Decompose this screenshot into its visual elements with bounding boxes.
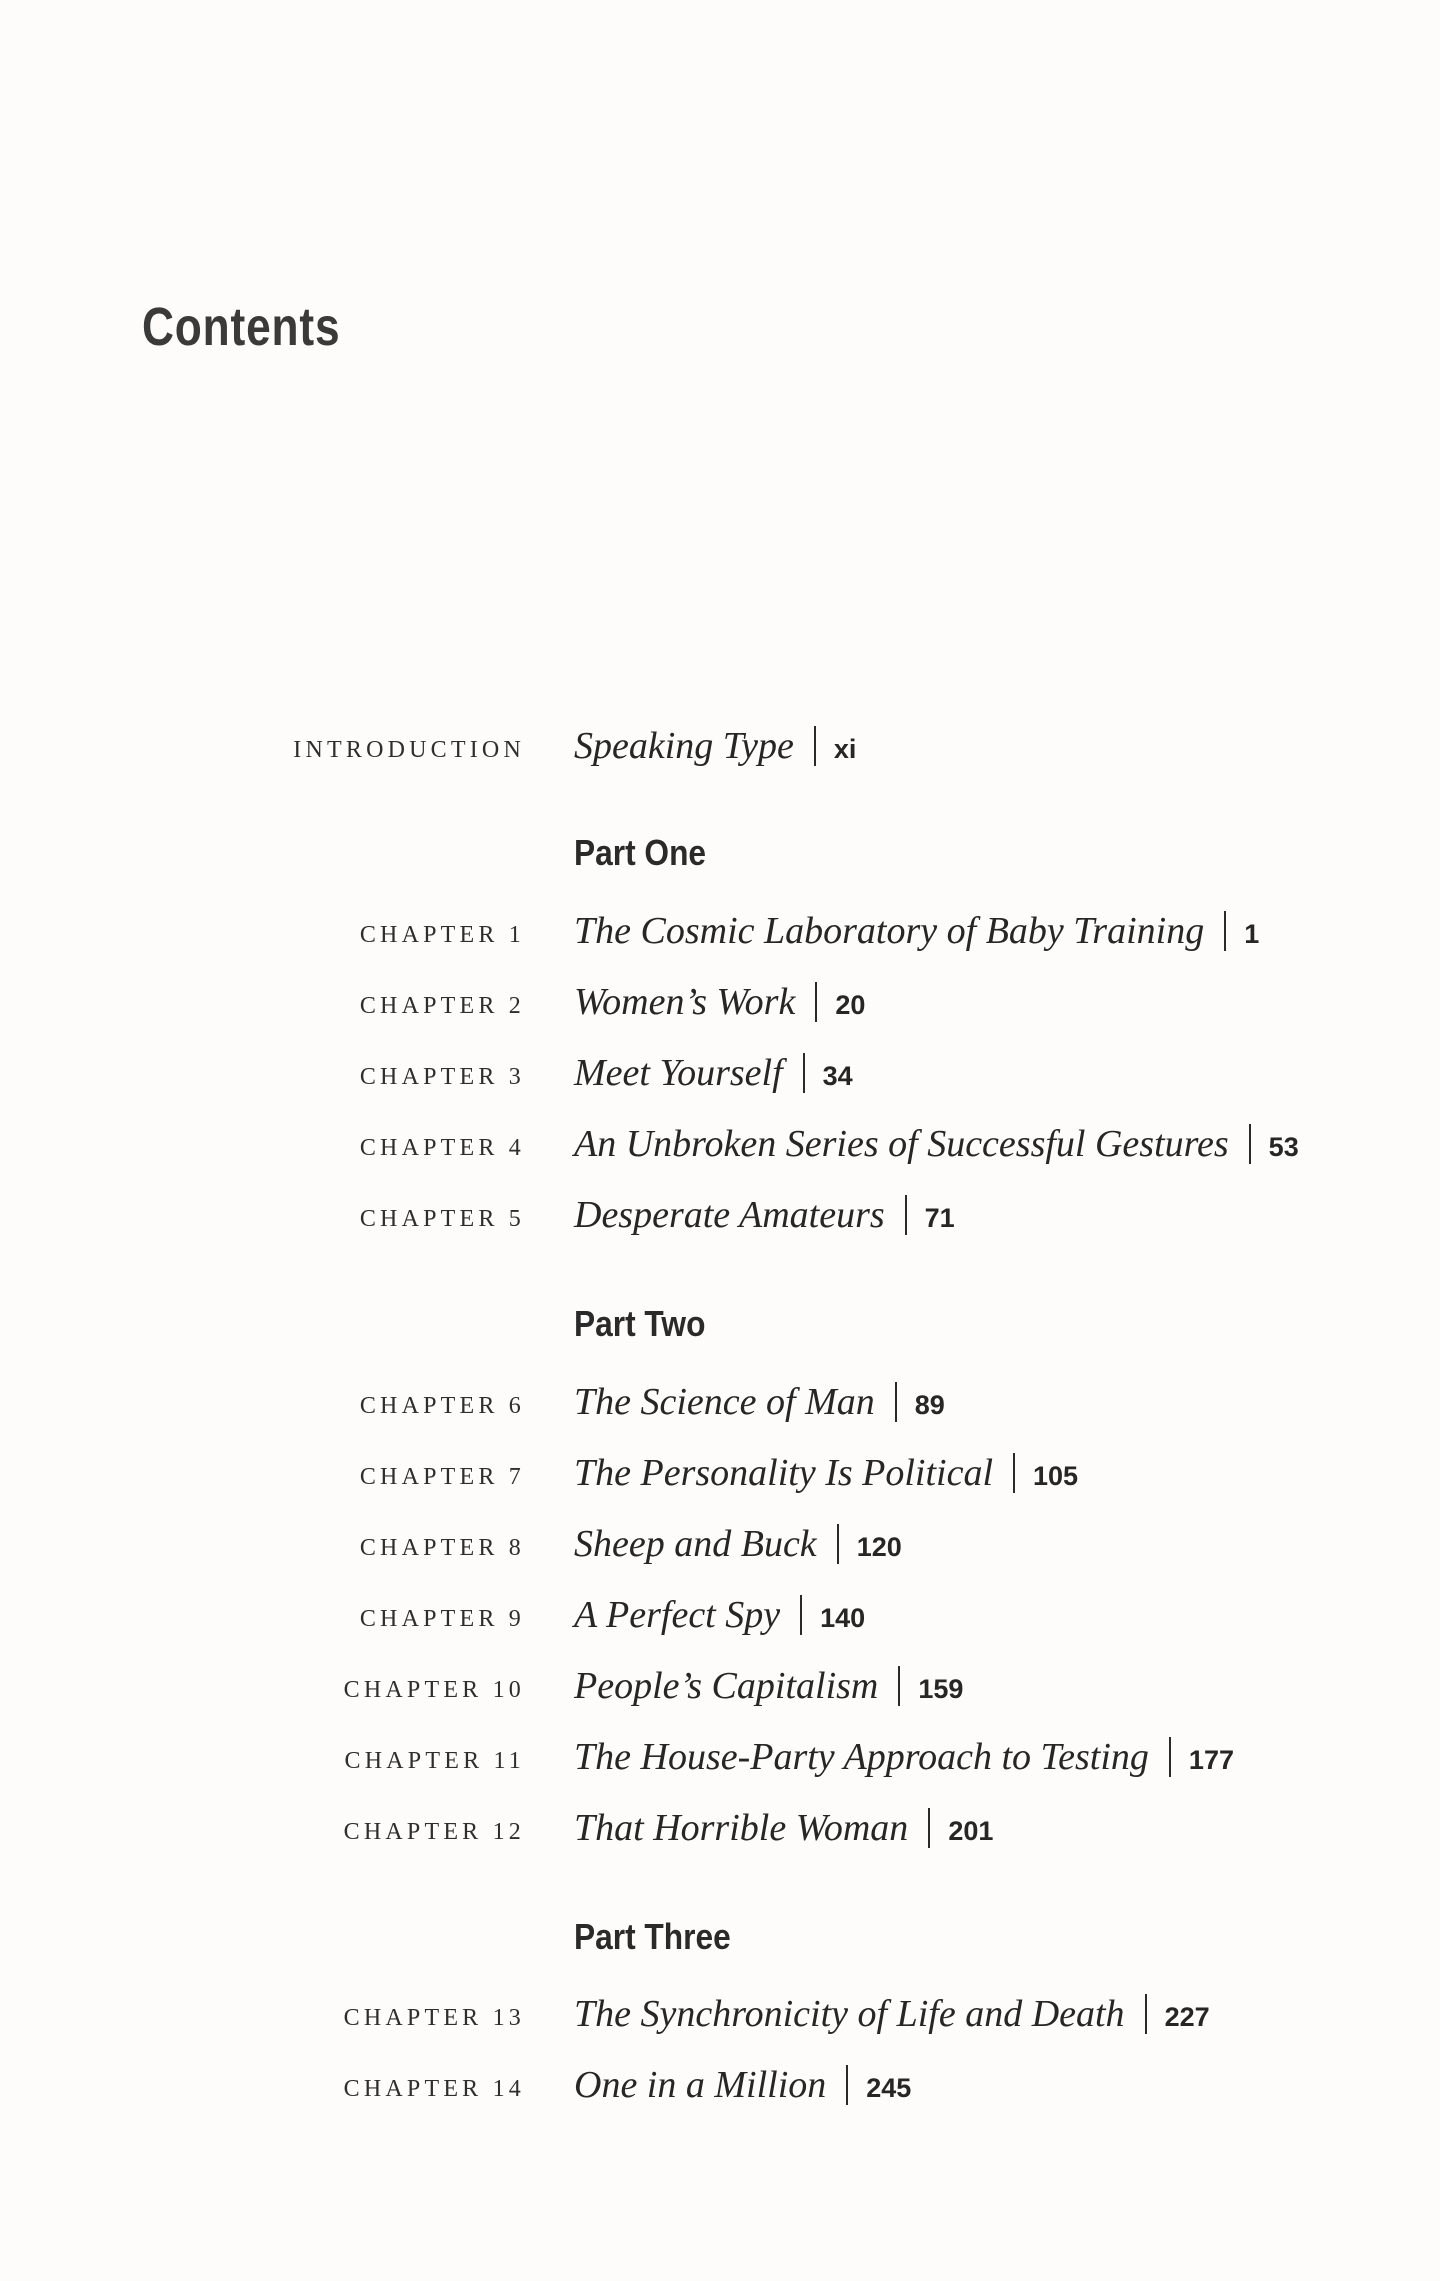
- entry-label: CHAPTER 4: [359, 1135, 525, 1161]
- entry-label: CHAPTER 12: [343, 1819, 525, 1845]
- entry-label: CHAPTER 9: [359, 1606, 525, 1632]
- separator-bar: [846, 2065, 848, 2105]
- separator-bar: [803, 1053, 805, 1093]
- entry-page-number: 201: [948, 1816, 994, 1846]
- separator-bar: [815, 982, 817, 1022]
- entry-label: CHAPTER 3: [359, 1064, 525, 1090]
- entry-page-number: 89: [914, 1390, 945, 1420]
- separator-bar: [837, 1524, 839, 1564]
- separator-bar: [1013, 1453, 1015, 1493]
- entry-page-number: 245: [866, 2073, 912, 2103]
- entry-page-number: 53: [1268, 1132, 1299, 1162]
- toc-entry-chapter-10[interactable]: [0, 1652, 1440, 1712]
- separator-bar: [800, 1595, 802, 1635]
- toc-entry-chapter-12[interactable]: [0, 1794, 1440, 1854]
- entry-label: CHAPTER 7: [359, 1464, 525, 1490]
- toc-entry-chapter-9[interactable]: [0, 1581, 1440, 1641]
- entry-title: Women’s Work: [574, 981, 796, 1023]
- part-heading-three: Part Three: [574, 1916, 731, 1957]
- entry-page-number: 20: [835, 990, 866, 1020]
- entry-label: CHAPTER 2: [359, 993, 525, 1019]
- entry-title: That Horrible Woman: [574, 1807, 909, 1849]
- entry-label: INTRODUCTION: [293, 737, 525, 763]
- entry-label: CHAPTER 5: [359, 1206, 525, 1232]
- entry-page-number: 227: [1164, 2002, 1210, 2032]
- entry-page-number: 177: [1188, 1745, 1234, 1775]
- entry-title: The Science of Man: [574, 1381, 875, 1423]
- entry-title: The Synchronicity of Life and Death: [574, 1993, 1125, 2035]
- toc-entry-chapter-6[interactable]: [0, 1368, 1440, 1428]
- separator-bar: [928, 1808, 930, 1848]
- separator-bar: [905, 1195, 907, 1235]
- part-heading-two: Part Two: [574, 1303, 706, 1344]
- toc-entry-chapter-2[interactable]: [0, 968, 1440, 1028]
- entry-page-number: 105: [1033, 1461, 1079, 1491]
- entry-page-number: 120: [856, 1532, 902, 1562]
- toc-entry-chapter-13[interactable]: [0, 1980, 1440, 2040]
- entry-page-number: 71: [924, 1203, 955, 1233]
- toc-entry-chapter-7[interactable]: [0, 1439, 1440, 1499]
- entry-title: People’s Capitalism: [574, 1665, 879, 1707]
- page-title: Contents: [142, 297, 341, 357]
- entry-page-number: 159: [918, 1674, 964, 1704]
- entry-page-number: xi: [833, 734, 857, 764]
- entry-page-number: 1: [1244, 919, 1260, 949]
- separator-bar: [895, 1382, 897, 1422]
- separator-bar: [898, 1666, 900, 1706]
- entry-title: Sheep and Buck: [574, 1523, 817, 1565]
- toc-entry-chapter-11[interactable]: [0, 1723, 1440, 1783]
- toc-entry-introduction[interactable]: [0, 712, 1440, 772]
- entry-title: Desperate Amateurs: [574, 1194, 885, 1236]
- toc-entry-chapter-14[interactable]: [0, 2051, 1440, 2111]
- entry-label: CHAPTER 1: [359, 922, 525, 948]
- entry-title: Speaking Type: [574, 725, 794, 767]
- entry-title: The Cosmic Laboratory of Baby Training: [574, 910, 1205, 952]
- entry-label: CHAPTER 10: [343, 1677, 525, 1703]
- separator-bar: [1224, 911, 1226, 951]
- entry-label: CHAPTER 11: [344, 1748, 525, 1774]
- separator-bar: [1249, 1124, 1251, 1164]
- toc-entry-chapter-5[interactable]: [0, 1181, 1440, 1241]
- entry-title: Meet Yourself: [574, 1052, 783, 1094]
- entry-title: An Unbroken Series of Successful Gestures: [574, 1123, 1229, 1165]
- toc-entry-chapter-4[interactable]: [0, 1110, 1440, 1170]
- entry-label: CHAPTER 8: [359, 1535, 525, 1561]
- entry-title: A Perfect Spy: [574, 1594, 781, 1636]
- toc-entry-chapter-1[interactable]: [0, 897, 1440, 957]
- entry-title: The Personality Is Political: [574, 1452, 994, 1494]
- entry-title: One in a Million: [574, 2064, 827, 2106]
- entry-label: CHAPTER 14: [343, 2076, 525, 2102]
- entry-title: The House-Party Approach to Testing: [574, 1736, 1149, 1778]
- entry-label: CHAPTER 13: [343, 2005, 525, 2031]
- part-heading-one: Part One: [574, 832, 707, 873]
- entry-label: CHAPTER 6: [359, 1393, 525, 1419]
- toc-entry-chapter-3[interactable]: [0, 1039, 1440, 1099]
- separator-bar: [1145, 1994, 1147, 2034]
- entry-page-number: 140: [820, 1603, 866, 1633]
- separator-bar: [1169, 1737, 1171, 1777]
- separator-bar: [814, 726, 816, 766]
- entry-page-number: 34: [822, 1061, 853, 1091]
- toc-entry-chapter-8[interactable]: [0, 1510, 1440, 1570]
